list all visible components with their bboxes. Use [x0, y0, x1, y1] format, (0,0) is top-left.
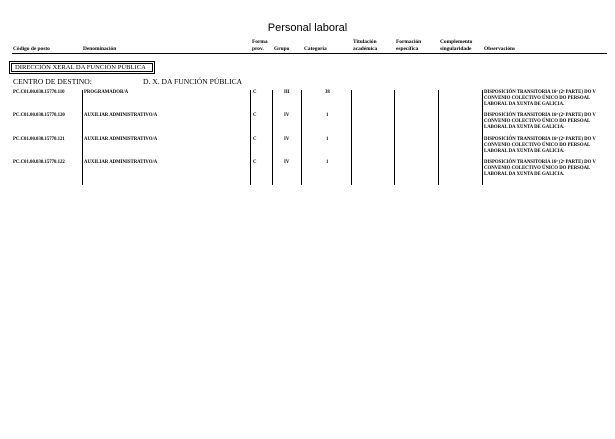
cell-codigo: PC.C01.00.030.15770.110 — [13, 90, 65, 95]
header-titulacion-line2: académica — [353, 46, 378, 52]
column-divider — [250, 90, 251, 185]
direccion-label: DIRECCIÓN XERAL DA FUNCIÓN PÚBLICA — [11, 63, 153, 72]
header-rule — [12, 53, 607, 54]
cell-grupo: IV — [284, 160, 290, 165]
page-title: Personal laboral — [267, 22, 348, 34]
column-divider — [394, 90, 395, 185]
cell-categoria: 1 — [326, 137, 329, 142]
header-forma-line1: Forma — [252, 39, 268, 45]
cell-categoria: 38 — [325, 90, 330, 95]
header-formacion-line2: específica — [396, 46, 419, 52]
header-categoria: Categoría — [304, 46, 327, 52]
cell-forma: C — [253, 113, 257, 118]
header-forma-line2: prov. — [252, 46, 264, 52]
cell-forma: C — [253, 160, 257, 165]
header-formacion — [396, 39, 421, 53]
header-complemento — [440, 39, 472, 53]
cell-observacions: DISPOSICIÓN TRANSITORIA 16ª (2ª PARTE) DO V CONVENIO COLECTIVO ÚNICO DO PERSOAL LABORAL DA XUNTA DE GALICIA. — [484, 137, 596, 154]
column-divider — [272, 90, 273, 185]
cell-codigo: PC.C01.00.030.15770.120 — [13, 113, 65, 118]
cell-forma: C — [253, 90, 257, 95]
column-divider — [351, 90, 352, 185]
cell-denominacion: AUXILIAR ADMINISTRATIVO/A — [84, 160, 158, 165]
cell-categoria: 1 — [326, 113, 329, 118]
cell-observacions: DISPOSICIÓN TRANSITORIA 16ª (2ª PARTE) DO V CONVENIO COLECTIVO ÚNICO DO PERSOAL LABORAL DA XUNTA DE GALICIA. — [484, 113, 596, 130]
column-divider — [82, 90, 83, 185]
cell-codigo: PC.C01.00.030.15770.121 — [13, 137, 65, 142]
header-formacion-line1: Formación — [396, 39, 422, 45]
cell-observacions: DISPOSICIÓN TRANSITORIA 16ª (2ª PARTE) DO V CONVENIO COLECTIVO ÚNICO DO PERSOAL LABORAL DA XUNTA DE GALICIA. — [484, 90, 596, 107]
header-grupo: Grupo — [274, 46, 290, 52]
header-codigo: Código de posto — [13, 46, 50, 52]
cell-grupo: IV — [284, 137, 290, 142]
centro-label: CENTRO DE DESTINO: — [13, 77, 92, 86]
cell-codigo: PC.C01.00.030.15770.122 — [13, 160, 65, 165]
header-titulacion — [353, 39, 377, 53]
column-divider — [438, 90, 439, 185]
cell-denominacion: AUXILIAR ADMINISTRATIVO/A — [84, 137, 158, 142]
direccion-box — [9, 61, 155, 74]
cell-denominacion: PROGRAMADOR/A — [84, 90, 129, 95]
header-denominacion: Denominación — [83, 46, 117, 52]
header-observacions: Observacións — [484, 46, 516, 52]
cell-grupo: III — [284, 90, 290, 95]
header-complemento-line1: Complemento — [440, 39, 473, 45]
header-complemento-line2: singularidade — [440, 46, 472, 52]
cell-grupo: IV — [284, 113, 290, 118]
column-divider — [482, 90, 483, 185]
cell-observacions: DISPOSICIÓN TRANSITORIA 16ª (2ª PARTE) DO V CONVENIO COLECTIVO ÚNICO DO PERSOAL LABORAL DA XUNTA DE GALICIA. — [484, 160, 596, 177]
column-divider — [301, 90, 302, 185]
cell-denominacion: AUXILIAR ADMINISTRATIVO/A — [84, 113, 158, 118]
centro-value: D. X. DA FUNCIÓN PÚBLICA — [143, 77, 243, 86]
header-forma — [252, 39, 268, 53]
cell-categoria: 1 — [326, 160, 329, 165]
header-titulacion-line1: Titulación — [353, 39, 377, 45]
cell-forma: C — [253, 137, 257, 142]
